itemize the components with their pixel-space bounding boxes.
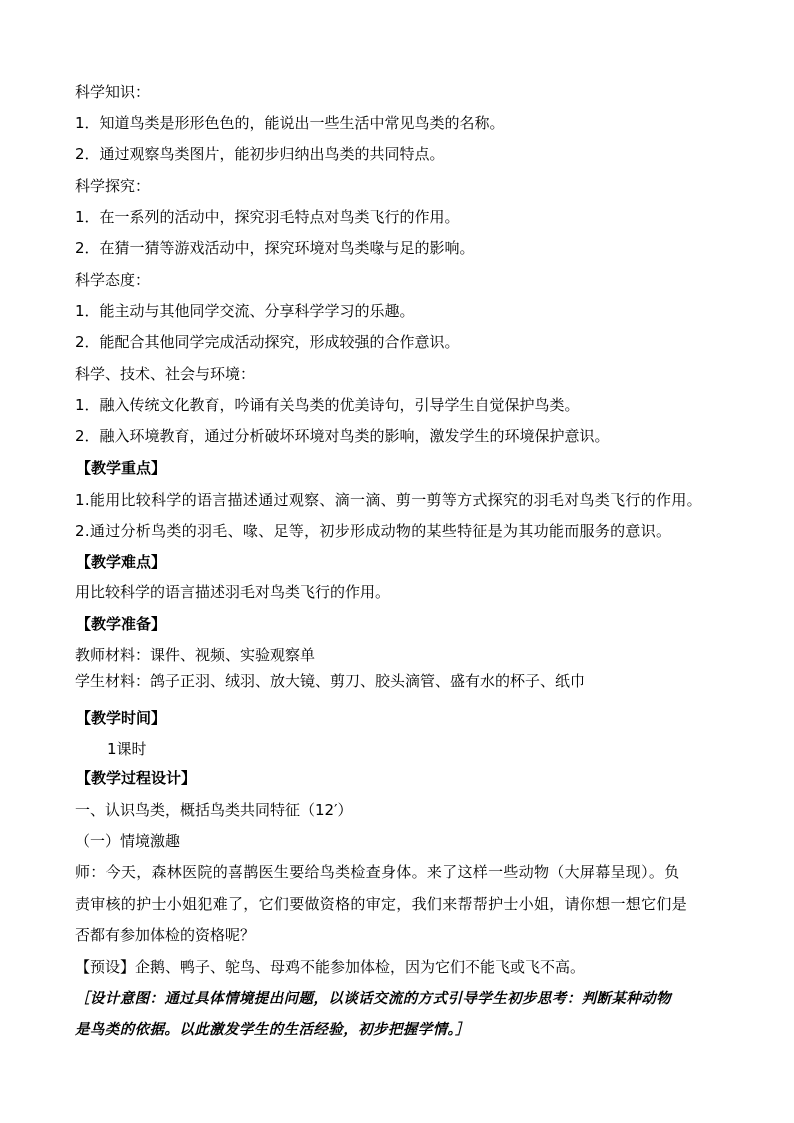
section-label-knowledge: 科学知识： xyxy=(75,83,151,101)
stse-item-2: 2．融入环境教育，通过分析破坏环境对鸟类的影响，激发学生的环境保护意识。 xyxy=(75,427,610,445)
attitude-item-1: 1．能主动与其他同学交流、分享科学学习的乐趣。 xyxy=(75,302,415,320)
design-intent-line-2: 是鸟类的依据。以此激发学生的生活经验，初步把握学情。］ xyxy=(75,1021,471,1038)
knowledge-item-2: 2．通过观察鸟类图片，能初步归纳出鸟类的共同特点。 xyxy=(75,145,445,163)
student-materials: 学生材料：鸽子正羽、绒羽、放大镜、剪刀、胶头滴管、盛有水的杯子、纸巾 xyxy=(75,672,586,690)
design-intent-line-1: ［设计意图：通过具体情境提出问题，以谈话交流的方式引导学生初步思考：判断某种动物 xyxy=(75,990,671,1007)
preset-answer: 【预设】企鹅、鸭子、鸵鸟、母鸡不能参加体检，因为它们不能飞或飞不高。 xyxy=(75,958,586,976)
difficult-point: 用比较科学的语言描述羽毛对鸟类飞行的作用。 xyxy=(75,583,391,601)
teacher-script-line-3: 否都有参加体检的资格呢？ xyxy=(75,926,256,944)
subsection-1-title: （一）情境激趣 xyxy=(75,832,181,850)
section-label-stse: 科学、技术、社会与环境： xyxy=(75,365,256,383)
heading-preparation: 【教学准备】 xyxy=(76,615,167,633)
inquiry-item-1: 1．在一系列的活动中，探究羽毛特点对鸟类飞行的作用。 xyxy=(75,208,460,226)
heading-process-design: 【教学过程设计】 xyxy=(76,769,197,787)
key-point-1: 1.能用比较科学的语言描述通过观察、滴一滴、剪一剪等方式探究的羽毛对鸟类飞行的作用。 xyxy=(75,491,702,509)
section-label-inquiry: 科学探究： xyxy=(75,177,151,195)
attitude-item-2: 2．能配合其他同学完成活动探究，形成较强的合作意识。 xyxy=(75,333,460,351)
inquiry-item-2: 2．在猜一猜等游戏活动中，探究环境对鸟类喙与足的影响。 xyxy=(75,239,475,257)
heading-key-points: 【教学重点】 xyxy=(76,459,167,477)
section-1-title: 一、认识鸟类，概括鸟类共同特征（12′） xyxy=(75,801,353,819)
heading-time: 【教学时间】 xyxy=(76,709,167,727)
teacher-script-line-2: 责审核的护士小姐犯难了，它们要做资格的审定，我们来帮帮护士小姐，请你想一想它们是 xyxy=(75,895,688,913)
key-point-2: 2.通过分析鸟类的羽毛、喙、足等，初步形成动物的某些特征是为其功能而服务的意识。 xyxy=(75,522,672,540)
knowledge-item-1: 1．知道鸟类是形形色色的，能说出一些生活中常见鸟类的名称。 xyxy=(75,114,505,132)
teacher-script-line-1: 师：今天，森林医院的喜鹊医生要给鸟类检查身体。来了这样一些动物（大屏幕呈现）。负 xyxy=(75,863,680,881)
stse-item-1: 1．融入传统文化教育，吟诵有关鸟类的优美诗句，引导学生自觉保护鸟类。 xyxy=(75,396,580,414)
heading-difficult-points: 【教学难点】 xyxy=(76,553,167,571)
section-label-attitude: 科学态度： xyxy=(75,271,151,289)
teacher-materials: 教师材料：课件、视频、实验观察单 xyxy=(75,646,316,664)
lesson-duration: 1课时 xyxy=(107,740,147,758)
